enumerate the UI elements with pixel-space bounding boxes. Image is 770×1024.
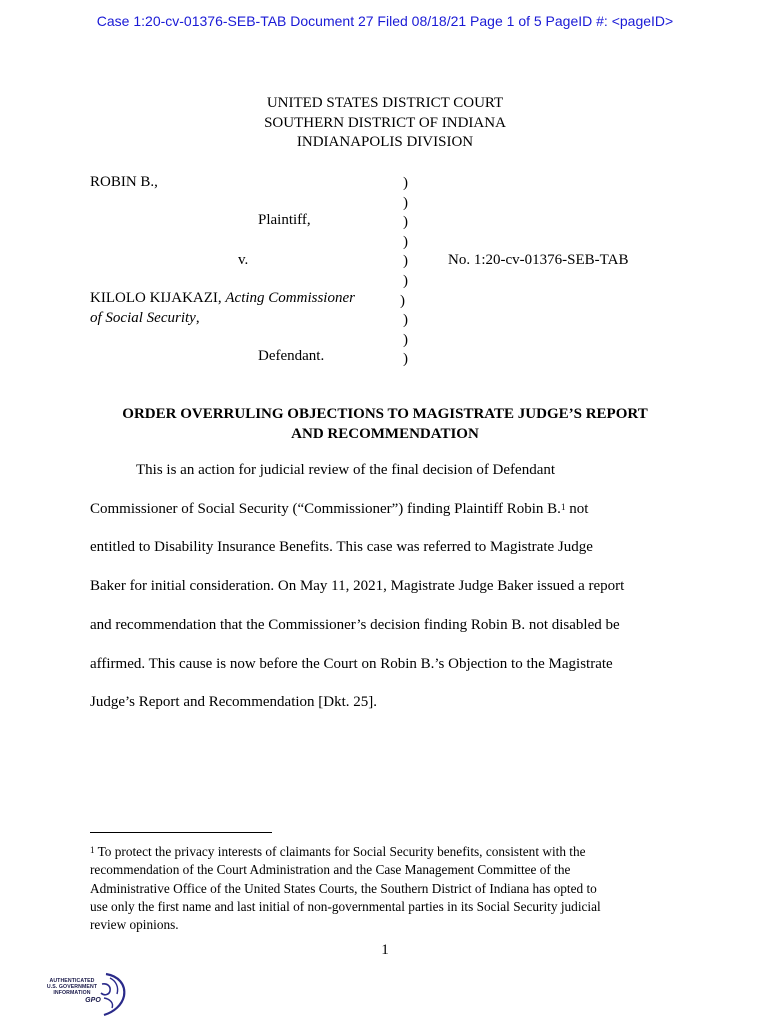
gpo-line-3: INFORMATION <box>53 990 91 996</box>
body-line <box>90 490 690 529</box>
caption-paren: ) <box>403 233 408 250</box>
defendant-name-line <box>90 290 355 307</box>
court-division: INDIANAPOLIS DIVISION <box>296 134 474 150</box>
caption-paren: ) <box>400 292 405 309</box>
defendant-role: Defendant. <box>258 348 325 364</box>
body-line: and recommendation that the Commissioner’s decision finding Robin B. not disabled be <box>90 616 620 633</box>
body-line: entitled to Disability Insurance Benefits. This case was referred to Magistrate Judge <box>90 539 593 556</box>
caption-paren: ) <box>403 351 408 368</box>
gpo-mark: GPO <box>85 997 101 1004</box>
body-line: affirmed. This cause is now before the Court on Robin B.’s Objection to the Magistrate <box>90 655 613 672</box>
court-name: UNITED STATES DISTRICT COURT <box>266 95 504 111</box>
defendant-name: KILOLO KIJAKAZI, <box>90 290 222 306</box>
caption-paren: ) <box>403 331 408 348</box>
page-number: 1 <box>381 942 389 958</box>
body-line-2-text: Commissioner of Social Security (“Commissioner”) finding Plaintiff Robin B. <box>90 500 561 517</box>
caption-paren: ) <box>403 175 408 191</box>
plaintiff-role: Plaintiff, <box>258 212 311 228</box>
order-title-line-1: ORDER OVERRULING OBJECTIONS TO MAGISTRATE JUDGE’S REPORT <box>122 406 648 422</box>
order-title-line-2: AND RECOMMENDATION <box>291 426 479 442</box>
body-line: Judge’s Report and Recommendation [Dkt. 25]. <box>90 694 378 711</box>
footnote-line: recommendation of the Court Administration and the Case Management Committee of the <box>90 862 571 878</box>
caption-paren: ) <box>403 214 408 231</box>
defendant-title-2-suffix: , <box>195 310 200 326</box>
gpo-authentication-logo <box>44 972 134 1018</box>
footnote-marker: 1 <box>90 845 95 855</box>
body-line: Baker for initial consideration. On May 11, 2021, Magistrate Judge Baker issued a report <box>90 578 625 595</box>
versus-label: v. <box>238 252 249 268</box>
gpo-caption <box>44 978 100 996</box>
footnote-line: review opinions. <box>90 917 179 933</box>
plaintiff-name: ROBIN B., <box>90 174 158 190</box>
footnote-reference[interactable]: 1 <box>560 501 566 512</box>
footnote-line: use only the first name and last initial of non-governmental parties in its Social Security judicial <box>90 898 601 914</box>
gpo-line-2: U.S. GOVERNMENT <box>46 984 98 990</box>
body-paragraph <box>90 451 690 722</box>
footnote-divider <box>90 832 272 833</box>
ecf-header-stamp: Case 1:20-cv-01376-SEB-TAB Document 27 Filed 08/18/21 Page 1 of 5 PageID #: <pageID> <box>96 13 674 29</box>
body-line-2-tail: not <box>565 500 589 517</box>
footnote-line <box>90 843 690 861</box>
caption-paren: ) <box>403 272 408 289</box>
defendant-title-line-2 <box>90 310 200 327</box>
body-line: This is an action for judicial review of the final decision of Defendant <box>136 462 556 478</box>
caption-paren-column <box>400 174 415 370</box>
caption-paren: ) <box>403 194 408 211</box>
footnote-line-1-text: To protect the privacy interests of claimants for Social Security benefits, consistent with the <box>94 844 586 859</box>
court-district: SOUTHERN DISTRICT OF INDIANA <box>264 114 506 131</box>
defendant-title-2: of Social Security <box>90 310 196 326</box>
defendant-title-1: Acting Commissioner <box>225 290 355 306</box>
footnote <box>90 843 690 934</box>
court-heading <box>0 94 770 153</box>
order-title <box>0 404 770 444</box>
gpo-line-1: AUTHENTICATED <box>49 978 95 984</box>
caption-paren: ) <box>403 312 408 329</box>
case-number: No. 1:20-cv-01376-SEB-TAB <box>448 252 629 268</box>
footnote-line: Administrative Office of the United States Courts, the Southern District of Indiana has opted to <box>90 880 597 896</box>
caption-paren: ) <box>403 253 408 270</box>
